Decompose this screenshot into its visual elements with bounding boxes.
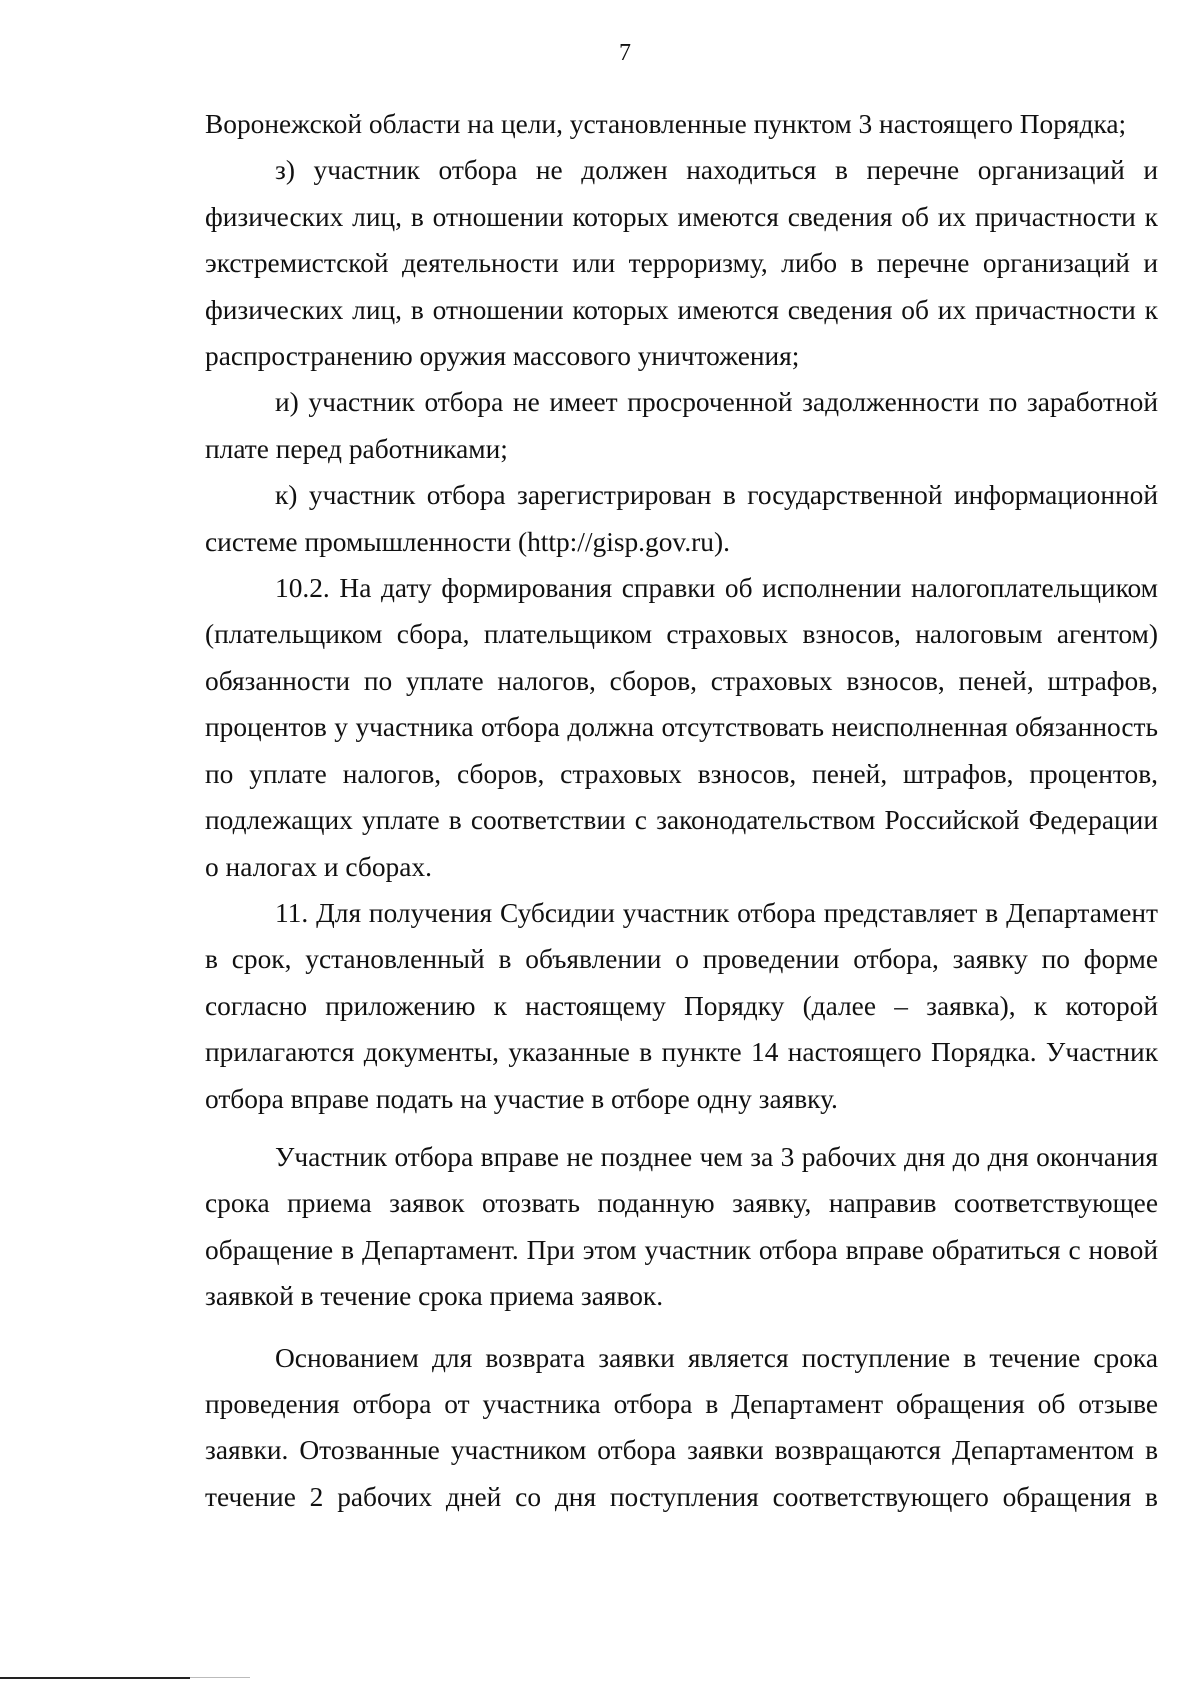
scan-edge-line (0, 1677, 190, 1679)
document-body (205, 101, 1158, 1520)
paragraph-item-i: и) участник отбора не имеет просроченной задолженности по заработной плате перед работниками; (205, 387, 1158, 464)
page-number: 7 (619, 40, 631, 66)
paragraph-11: 11. Для получения Субсидии участник отбора представляет в Департамент в срок, установленный в объявлении о проведении отбора, заявку по форме согласно приложению к настоящему Порядку (далее – заявка), к которой прилагаются документы, указанные в пункте 14 настоящего Порядка. Участник отбора вправе подать на участие в отборе одну заявку. (205, 897, 1158, 1114)
paragraph-continuation: Воронежской области на цели, установленные пунктом 3 настоящего Порядка; (205, 109, 1127, 139)
paragraph-item-k: к) участник отбора зарегистрирован в государственной информационной системе промышленности (http://gisp.gov.ru). (205, 480, 1158, 557)
paragraph-withdrawal: Участник отбора вправе не позднее чем за 3 рабочих дня до дня окончания срока приема заявок отозвать поданную заявку, направив соответствующее обращение в Департамент. При этом участник отбора вправе обратиться с новой заявкой в течение срока приема заявок. (205, 1141, 1158, 1312)
paragraph-10-2: 10.2. На дату формирования справки об исполнении налогоплательщиком (плательщиком сбора, плательщиком страховых взносов, налоговым агентом) обязанности по уплате налогов, сборов, страховых взносов, пеней, штрафов, процентов у участника отбора должна отсутствовать неисполненная обязанность по уплате налогов, сборов, страховых взносов, пеней, штрафов, процентов, подлежащих уплате в соответствии с законодательством Российской Федерации о налогах и сборах. (205, 573, 1158, 882)
paragraph-item-z: з) участник отбора не должен находиться в перечне организаций и физических лиц, в отношении которых имеются сведения об их причастности к экстремистской деятельности или терроризму, либо в перечне организаций и физических лиц, в отношении которых имеются сведения об их причастности к распространению оружия массового уничтожения; (205, 155, 1158, 372)
scan-edge-line-faint (190, 1677, 250, 1678)
paragraph-return-basis: Основанием для возврата заявки является поступление в течение срока проведения отбора от участника отбора в Департамент обращения об отзыве заявки. Отозванные участником отбора заявки возвращаются Департаментом в течение 2 рабочих дней со дня поступления соответствующего обращения в (205, 1342, 1158, 1512)
